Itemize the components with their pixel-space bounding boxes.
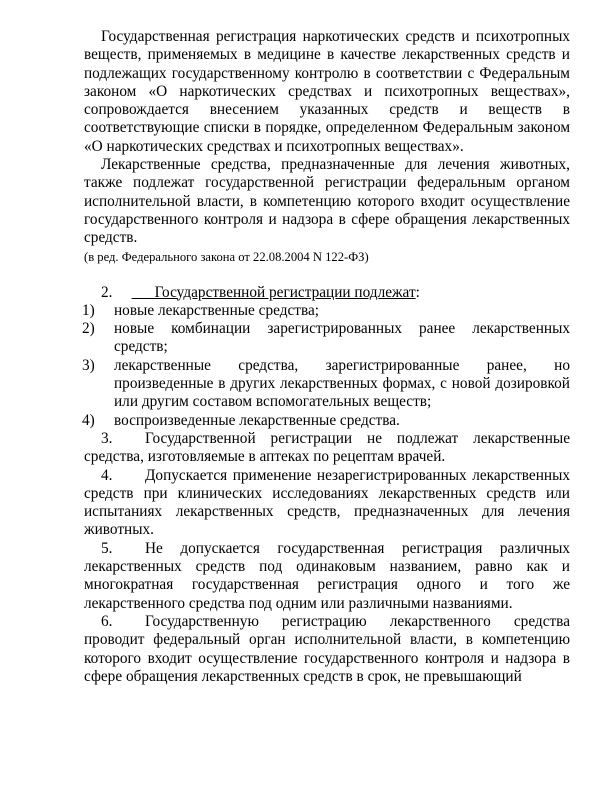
list-item <box>84 357 570 412</box>
list-item <box>84 412 570 430</box>
section-4-text: Допускается применение незарегистрированных лекарственных средств при клинических исследованиях лекарственных средств или испытаниях лекарственных средств, предназначенных для лечения животных. <box>84 466 570 539</box>
section-5-number: 5. <box>101 539 113 557</box>
list-item-text: лекарственные средства, зарегистрированные ранее, но произведенные в других лекарственных формах, с новой дозировкой или другим составом вспомогательных веществ; <box>114 356 570 411</box>
section-6 <box>84 613 570 686</box>
list-item <box>84 320 570 357</box>
section-6-number: 6. <box>101 612 113 630</box>
list-item-text: новые лекарственные средства; <box>114 301 320 319</box>
amendment-note: (в ред. Федерального закона от 22.08.2004 N 122-ФЗ) <box>84 249 369 264</box>
section-3 <box>84 430 570 467</box>
paragraph-veterinary-drugs: Лекарственные средства, предназначенные для лечения животных, также подлежат государственной регистрации федеральным органом исполнительной власти, в компетенцию которого входит осуществление государственного контроля и надзора в сфере обращения лекарственных средств. <box>84 156 570 247</box>
section-3-number: 3. <box>101 429 113 447</box>
section-2-number: 2. <box>101 283 113 301</box>
list-item <box>84 302 570 320</box>
list-item-label: 2) <box>82 320 95 338</box>
paragraph-narcotics-registration: Государственная регистрация наркотических средств и психотропных веществ, применяемых в медицине в качестве лекарственных средств и подлежащих государственному контролю в соответствии с Федеральным законом «О наркотических средствах и психотропных веществах», сопровождается внесением указанных средств и веществ в соответствующие списки в порядке, определенном Федеральным законом «О наркотических средствах и психотропных веществах». <box>84 28 570 155</box>
section-4 <box>84 467 570 540</box>
list-item-label: 1) <box>82 301 95 319</box>
document-body <box>84 28 570 686</box>
section-2-heading: 2. Государственной регистрации подлежат: <box>101 283 420 301</box>
list-item-label: 3) <box>82 356 95 374</box>
list-item-label: 4) <box>82 411 95 429</box>
list-item-text: новые комбинации зарегистрированных ранее лекарственных средств; <box>114 320 570 356</box>
list-item-text: воспроизведенные лекарственные средства. <box>114 411 400 429</box>
section-5 <box>84 540 570 613</box>
section-6-text: Государственную регистрацию лекарственного средства проводит федеральный орган исполнительной власти, в компетенцию которого входит осуществление государственного контроля и надзора в сфере обращения лекарственных средств в срок, не превышающий <box>84 612 570 685</box>
section-4-number: 4. <box>101 466 113 484</box>
section-2-heading-text: Государственной регистрации подлежат <box>154 283 416 301</box>
section-5-text: Не допускается государственная регистрация различных лекарственных средств под одинаковым названием, равно как и многократная государственная регистрация одного и того же лекарственного средства под одним или различными названиями. <box>84 539 570 612</box>
section-3-text: Государственной регистрации не подлежат лекарственные средства, изготовляемые в аптеках по рецептам врачей. <box>84 429 570 466</box>
